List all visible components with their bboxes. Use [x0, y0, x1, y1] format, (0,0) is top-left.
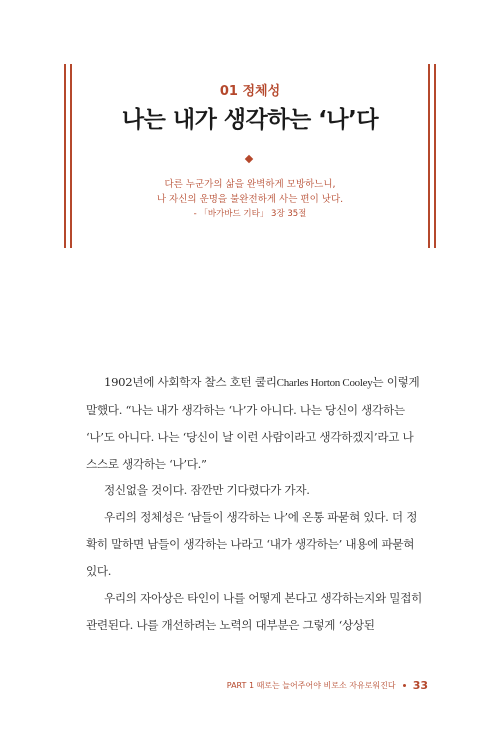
- running-footer: [0, 679, 428, 692]
- body-paragraph-2: 정신없을 것이다. 잠깐만 기다렸다가 가자.: [104, 483, 310, 497]
- chapter-label: 01 정체성: [219, 84, 281, 99]
- diamond-ornament-icon: [245, 155, 253, 163]
- paragraph-1-text-end: 는 이렇게 말했다. “나는 내가 생각하는 ‘나’가 아니다. 나는 당신이 생각하는 ‘나’도 아니다. 나는 ‘당신이 날 이런 사람이라고 생각하겠지’라고 나 스스로 생각하는 ‘나’다.”: [86, 375, 420, 471]
- paragraph-1-text-start: 1902년에 사회학자 찰스 호턴 쿨리: [104, 375, 277, 389]
- epigraph-line-2: 나 자신의 운명을 불완전하게 사는 편이 낫다.: [156, 194, 344, 205]
- body-paragraph-3: 우리의 정체성은 ‘남들이 생각하는 나’에 온통 파묻혀 있다. 더 정확히 말하면 남들이 생각하는 나라고 ‘내가 생각하는’ 내용에 파묻혀 있다.: [86, 510, 418, 578]
- chapter-title: 나는 내가 생각하는 ‘나’다: [121, 107, 379, 133]
- footer-bullet-icon: [403, 684, 406, 687]
- body-paragraph-4: 우리의 자아상은 타인이 나를 어떻게 본다고 생각하는지와 밀접히 관련된다. 나를 개선하려는 노력의 대부분은 그렇게 ‘상상된: [86, 591, 422, 632]
- footer-part: PART 1: [226, 681, 255, 690]
- body-paragraph-1: [86, 369, 426, 478]
- page-number: 33: [412, 679, 428, 692]
- latin-name: Charles Horton Cooley: [276, 377, 373, 389]
- epigraph-source: - 「바가바드 기타」 3장 35절: [193, 209, 307, 219]
- footer-section-title: 때로는 늘어주어야 비로소 자유로워진다: [256, 681, 396, 690]
- epigraph-line-1: 다른 누군가의 삶을 완벽하게 모방하느니,: [164, 179, 336, 190]
